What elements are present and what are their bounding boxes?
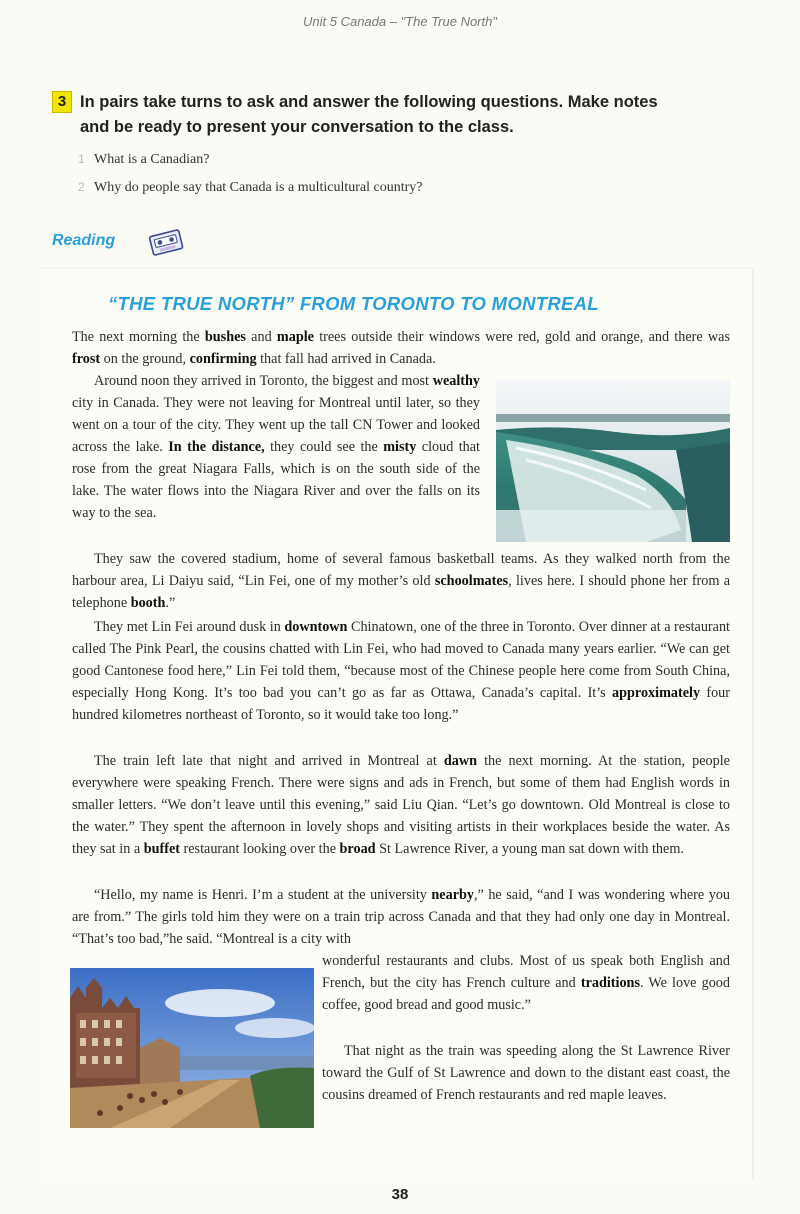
vocab-word: downtown [284, 619, 348, 635]
article-paragraph: The train left late that night and arrived in Montreal at dawn the next morning. At the station, people everywhere were speaking French. There were signs and ads in French, but some of them had English words in smaller letters. “We don’t leave until this evening,” said Liu Qian. “Let’s go downtown. Old Montreal is close to the water.” They spent the afternoon in lovely shops and visiting artists in their workplaces beside the water. As they sat in a buffet restaurant looking over the broad St Lawrence River, a young man sat down with them. [72, 753, 730, 857]
vocab-word: nearby [431, 887, 474, 903]
vocab-word: broad [339, 841, 376, 857]
question-number: 1 [78, 152, 85, 166]
vocab-word: booth [130, 595, 166, 611]
task-line-2: and be ready to present your conversation to the class. [80, 118, 514, 136]
vocab-word: bushes [204, 329, 246, 345]
task-line-1: In pairs take turns to ask and answer the following questions. Make notes [80, 93, 658, 111]
vocab-word: traditions [580, 975, 640, 991]
vocab-word: maple [276, 329, 314, 345]
cassette-tape-icon [148, 227, 184, 257]
vocab-word: buffet [143, 841, 180, 857]
article-paragraph: Around noon they arrived in Toronto, the biggest and most wealthy city in Canada. They were not leaving for Montreal until later, so they went on a tour of the city. They went up the tall CN Tower and looked across the lake. In the distance, they could see the misty cloud that rose from the great Niagara Falls, which is on the south side of the lake. The water flows into the Niagara River and over the falls on its way to the sea. [72, 373, 481, 521]
vocab-word: confirming [189, 351, 257, 367]
article-paragraph: They saw the covered stadium, home of several famous basketball teams. As they walked north from the harbour area, Li Daiyu said, “Lin Fei, one of my mother’s old schoolmates, lives here. I should phone her from a telephone booth.” [72, 551, 730, 611]
vocab-word: misty [383, 439, 417, 455]
task-number-badge: 3 [52, 91, 72, 113]
article-paragraph: The next morning the bushes and maple trees outside their windows were red, gold and orange, and there was frost on the ground, confirming that fall had arrived in Canada. [72, 329, 730, 367]
article-paragraph: That night as the train was speeding along the St Lawrence River toward the Gulf of St Lawrence and down to the distant east coast, the cousins dreamed of French restaurants and red maple leaves. [322, 1043, 730, 1103]
running-header: Unit 5 Canada – "The True North" [303, 14, 497, 29]
article-paragraph: They met Lin Fei around dusk in downtown Chinatown, one of the three in Toronto. Over dinner at a restaurant called The Pink Pearl, the cousins chatted with Lin Fei, who had moved to Canada many years earlier. “We can get good Cantonese food here,” Lin Fei told them, “because most of the Chinese people here come from South China, especially Hong Kong. It’s too bad you can’t go as far as Ottawa, Canada’s capital. It’s approximately four hundred kilometres northeast of Toronto, so it would take too long.” [72, 619, 730, 723]
question-text: What is a Canadian? [94, 152, 210, 167]
question-item [78, 180, 423, 196]
question-text: Why do people say that Canada is a multicultural country? [94, 180, 423, 195]
niagara-falls-photo [496, 380, 730, 542]
section-label-reading: Reading [52, 232, 116, 249]
article-paragraph: wonderful restaurants and clubs. Most of us speak both English and French, but the city has French culture and traditions. We love good coffee, good bread and good music.” [322, 953, 730, 1013]
vocab-word: wealthy [432, 373, 480, 389]
question-item [78, 152, 209, 168]
vocab-word: frost [72, 351, 101, 367]
question-number: 2 [78, 180, 85, 194]
page-number: 38 [391, 1186, 409, 1203]
article-title: “THE TRUE NORTH” FROM TORONTO TO MONTREAL [108, 293, 599, 314]
task-instruction [52, 90, 752, 140]
vocab-word: dawn [443, 753, 477, 769]
vocab-word: In the distance, [168, 439, 265, 455]
old-montreal-photo [70, 968, 314, 1128]
vocab-word: approximately [612, 685, 701, 701]
vocab-word: schoolmates [434, 573, 509, 589]
article-paragraph: “Hello, my name is Henri. I’m a student at the university nearby,” he said, “and I was wondering where you are from.” The girls told him they were on a train trip across Canada and that they had only one day in Montreal. “That’s too bad,”he said. “Montreal is a city with [72, 887, 731, 947]
